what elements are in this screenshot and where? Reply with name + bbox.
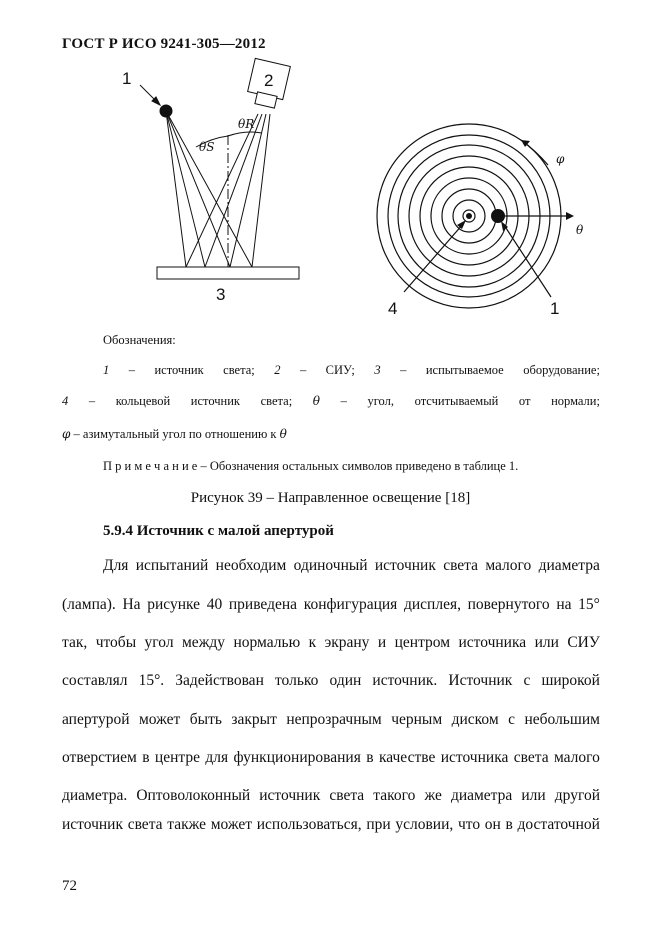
left-diagram — [140, 58, 299, 279]
ring-source-pointer — [404, 224, 463, 292]
note-label: П р и м е ч а н и е — [103, 459, 198, 473]
label-phi: φ — [556, 152, 565, 166]
paragraph-word: или — [521, 787, 546, 804]
paragraph-word: малого — [485, 557, 532, 574]
paragraph-word: такого — [373, 787, 416, 804]
note-text: – Обозначения остальных символов приведено в таблице 1. — [197, 459, 519, 473]
legend-word: СИУ; — [325, 363, 355, 377]
theta-r-arc — [228, 132, 262, 136]
paragraph-word: в — [366, 749, 374, 766]
paragraph-word: так, — [62, 634, 88, 651]
paragraph-word: использоваться, — [256, 816, 362, 833]
legend-dash: – — [340, 394, 347, 408]
paragraph-word: составлял — [62, 672, 128, 689]
legend-word: света; — [223, 363, 255, 377]
legend-dash: – — [88, 394, 96, 408]
paragraph-word: источника — [458, 634, 527, 651]
legend-item-number: 2 — [274, 363, 281, 377]
figure-caption: Рисунок 39 – Направленное освещение [18] — [190, 490, 471, 506]
paragraph-word: конфигурация — [303, 596, 398, 613]
paragraph-word: только — [274, 672, 319, 689]
paragraph-line — [62, 787, 600, 805]
legend-word: угол, — [367, 394, 394, 408]
paragraph-word: на — [556, 596, 572, 613]
legend-word: испытываемое — [425, 363, 504, 377]
paragraph-word: для — [205, 749, 229, 766]
paragraph-word: 15°. — [138, 672, 165, 689]
paragraph-word: при — [366, 816, 391, 833]
paragraph-word: источник. — [372, 672, 438, 689]
paragraph-word: небольшим — [524, 711, 600, 728]
legend-word: оборудование; — [523, 363, 600, 377]
section-title: 5.9.4 Источник с малой апертурой — [103, 523, 334, 539]
paragraph-word: закрыт — [231, 711, 277, 728]
legend-line-3 — [62, 427, 287, 442]
paragraph-word: угол — [144, 634, 174, 651]
paragraph-word: центром — [394, 634, 451, 651]
paragraph-word: и — [377, 634, 387, 651]
legend-dash: – — [299, 363, 307, 377]
paragraph-word: непрозрачным — [286, 711, 382, 728]
paragraph-word: света — [513, 749, 549, 766]
legend-word: источник — [154, 363, 204, 377]
paragraph-word: диском — [451, 711, 499, 728]
theta-symbol: θ — [279, 427, 287, 441]
paragraph-word: 40 — [206, 596, 223, 613]
paragraph-word: малого — [553, 749, 600, 766]
legend-word: нормали; — [551, 394, 600, 408]
paragraph-word: с — [523, 672, 531, 689]
ring-diagram — [377, 124, 574, 308]
label-detector: 2 — [264, 71, 274, 90]
paragraph-word: что — [457, 816, 481, 833]
paragraph-word: диаметра — [450, 787, 513, 804]
paragraph-line — [103, 557, 600, 575]
legend-item-number: 1 — [103, 363, 110, 377]
paragraph-line — [62, 596, 600, 614]
paragraph-word: чтобы — [95, 634, 137, 651]
paragraph-word: может — [210, 816, 253, 833]
paragraph-word: Задействован — [175, 672, 264, 689]
paragraph-word: диаметра. — [62, 787, 128, 804]
label-theta: θ — [576, 223, 584, 237]
label-theta-s: θS — [199, 140, 215, 154]
phi-symbol: φ — [62, 427, 71, 441]
paragraph-word: один — [329, 672, 362, 689]
paragraph-word: функционирования — [233, 749, 361, 766]
paragraph-word: к — [308, 634, 317, 651]
legend-line-2 — [62, 394, 600, 409]
paragraph-word: качестве — [378, 749, 436, 766]
figure-39-diagram — [0, 0, 661, 330]
legend-word: света; — [260, 394, 293, 408]
legend-line-3-text: – азимутальный угол по отношению к — [73, 427, 277, 441]
paragraph-word: также — [167, 816, 206, 833]
paragraph-word: может — [138, 711, 181, 728]
paragraph-word: света — [127, 816, 163, 833]
paragraph-word: дисплея, — [403, 596, 461, 613]
paragraph-line — [62, 749, 600, 767]
paragraph-line — [62, 711, 600, 729]
paragraph-word: света — [443, 557, 479, 574]
paragraph-word: с — [508, 711, 516, 728]
legend-item-number: 3 — [374, 363, 381, 377]
source-right-pointer — [504, 225, 551, 297]
paragraph-word: он — [484, 816, 501, 833]
label-source-right: 1 — [550, 299, 560, 318]
theta-symbol: θ — [312, 394, 321, 408]
paragraph-word: рисунке — [147, 596, 201, 613]
paragraph-word: источник — [374, 557, 436, 574]
paragraph-word: повернутого — [467, 596, 550, 613]
paragraph-word: между — [182, 634, 226, 651]
paragraph-word: 15° — [578, 596, 600, 613]
paragraph-word: источник — [62, 816, 124, 833]
paragraph-word: отверстием — [62, 749, 137, 766]
legend-item-number: 4 — [62, 394, 69, 408]
paragraph-line — [62, 672, 600, 690]
equipment-plate — [157, 267, 299, 279]
legend-dash: – — [128, 363, 135, 377]
legend-line-1 — [103, 363, 600, 378]
paragraph-word: Для — [103, 557, 129, 574]
label-ring-source: 4 — [388, 299, 398, 318]
paragraph-word: же — [424, 787, 442, 804]
paragraph-word: Оптоволоконный — [136, 787, 251, 804]
legend-heading: Обозначения: — [103, 333, 176, 347]
paragraph-word: (лампа). — [62, 596, 116, 613]
paragraph-word: На — [122, 596, 141, 613]
label-equipment: 3 — [216, 285, 226, 304]
label-theta-r: θR — [238, 117, 255, 131]
paragraph-word: необходим — [215, 557, 287, 574]
legend-word: от — [518, 394, 531, 408]
paragraph-word: одиночный — [293, 557, 368, 574]
paragraph-word: в — [142, 749, 150, 766]
page-number: 72 — [62, 878, 77, 894]
figure-note — [103, 459, 518, 474]
paragraph-word: экрану — [324, 634, 370, 651]
legend-dash: – — [400, 363, 407, 377]
paragraph-line — [62, 634, 600, 652]
paragraph-word: СИУ — [567, 634, 600, 651]
legend-word: источник — [190, 394, 240, 408]
paragraph-word: условии, — [395, 816, 454, 833]
paragraph-word: широкой — [541, 672, 600, 689]
paragraph-word: центре — [154, 749, 200, 766]
paragraph-word: приведена — [228, 596, 298, 613]
paragraph-word: Источник — [448, 672, 513, 689]
paragraph-word: черным — [391, 711, 443, 728]
paragraph-word: источник — [259, 787, 321, 804]
paragraph-word: света — [329, 787, 365, 804]
label-source: 1 — [122, 69, 132, 88]
paragraph-word: достаточной — [517, 816, 600, 833]
paragraph-word: источника — [440, 749, 509, 766]
paragraph-word: нормалью — [233, 634, 301, 651]
document-header: ГОСТ Р ИСО 9241-305—2012 — [62, 36, 266, 52]
paragraph-word: другой — [554, 787, 600, 804]
paragraph-word: в — [505, 816, 513, 833]
paragraph-word: испытаний — [135, 557, 209, 574]
paragraph-word: апертурой — [62, 711, 130, 728]
paragraph-word: быть — [189, 711, 222, 728]
ring-center-dot — [466, 213, 472, 219]
paragraph-word: диаметра — [538, 557, 600, 574]
paragraph-line — [62, 816, 600, 834]
ring-light-source — [491, 209, 505, 223]
paragraph-word: или — [534, 634, 559, 651]
legend-word: отсчитываемый — [414, 394, 499, 408]
legend-word: кольцевой — [115, 394, 171, 408]
